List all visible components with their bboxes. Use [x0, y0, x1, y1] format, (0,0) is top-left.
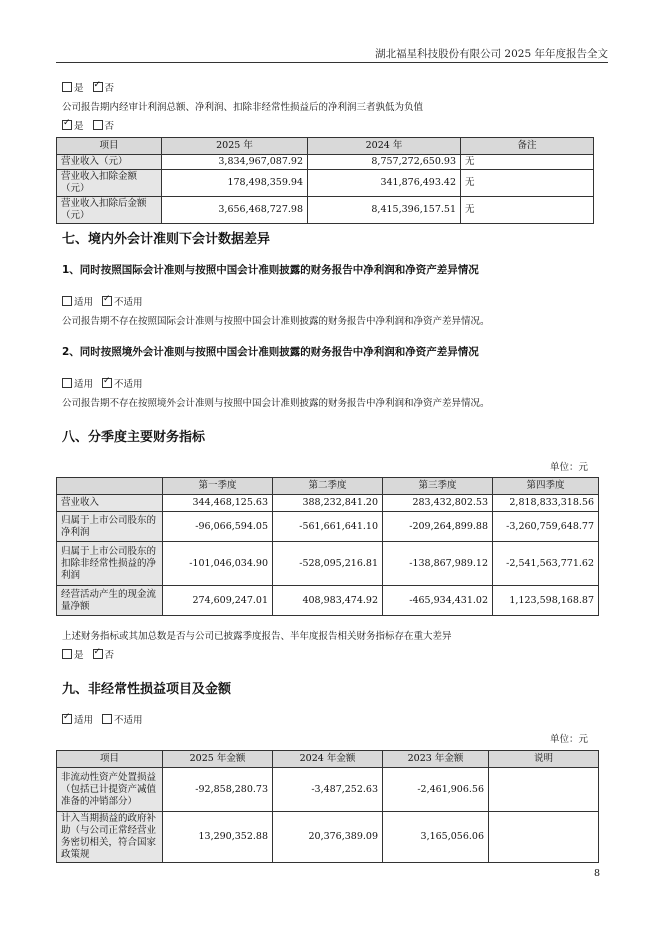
table-header-cell: 第三季度: [383, 478, 493, 495]
cell-value: -209,264,899.88: [383, 512, 493, 542]
checkbox-apply-4[interactable]: [62, 378, 72, 388]
label-not-apply-6: 不适用: [114, 715, 143, 726]
checkbox-row-5: [62, 647, 114, 661]
cell-value: 3,656,468,727.98: [162, 197, 308, 224]
row-label: 营业收入（元）: [57, 155, 162, 170]
cell-value: -2,461,906.56: [383, 768, 489, 812]
note-2: 上述财务指标或其加总数是否与公司已披露季度报告、半年度报告相关财务指标存在重大差异: [62, 631, 452, 642]
cell-value: 3,834,967,087.92: [162, 155, 308, 170]
cell-value: 274,609,247.01: [163, 586, 273, 616]
table-header-cell: 2025 年: [162, 138, 308, 155]
table-header-cell: 第四季度: [493, 478, 599, 495]
table-header-cell: [57, 478, 163, 495]
cell-value: 178,498,359.94: [162, 170, 308, 197]
cell-value: -101,046,034.90: [163, 542, 273, 586]
checkbox-row-3: [62, 294, 143, 308]
cell-value: -3,260,759,648.77: [493, 512, 599, 542]
checkbox-row-6: [62, 712, 143, 726]
row-label: 非流动性资产处置损益（包括已计提资产减值准备的冲销部分）: [57, 768, 163, 812]
row-label: 营业收入: [57, 495, 163, 512]
checkbox-row-4: [62, 376, 143, 390]
section-7-1-title: 1、同时按照国际会计准则与按照中国会计准则披露的财务报告中净利润和净资产差异情况: [62, 264, 479, 276]
table-row: [57, 542, 599, 586]
cell-remark: 无: [461, 197, 594, 224]
label-apply-6: 适用: [74, 715, 94, 726]
label-apply-3: 适用: [74, 297, 94, 308]
cell-value: -3,487,252.63: [273, 768, 383, 812]
cell-value: 13,290,352.88: [163, 812, 273, 863]
cell-value: -92,858,280.73: [163, 768, 273, 812]
checkbox-row-2: [62, 118, 114, 132]
row-label: 计入当期损益的政府补助（与公司正常经营业务密切相关，符合国家政策规: [57, 812, 163, 863]
label-yes-1: 是: [74, 83, 84, 94]
label-no-2: 否: [104, 121, 115, 132]
table-header-row: [57, 751, 599, 768]
table-header-cell: 说明: [489, 751, 599, 768]
table-header-cell: 第二季度: [273, 478, 383, 495]
cell-value: -96,066,594.05: [163, 512, 273, 542]
checkbox-no-2[interactable]: [93, 120, 103, 130]
table-header-row: [57, 478, 599, 495]
label-apply-4: 适用: [74, 379, 94, 390]
page-number: 8: [593, 868, 600, 879]
unit-label-2: 单位：元: [549, 734, 588, 745]
checkbox-yes-5[interactable]: [62, 649, 72, 659]
cell-value: 341,876,493.42: [308, 170, 461, 197]
table-header-cell: 项目: [57, 138, 162, 155]
note-1: 公司报告期内经审计利润总额、净利润、扣除非经常性损益后的净利润三者孰低为负值: [62, 102, 424, 113]
section-7-1-text: 公司报告期不存在按照国际会计准则与按照中国会计准则披露的财务报告中净利润和净资产差异情况。: [62, 316, 490, 327]
cell-value: 2,818,833,318.56: [493, 495, 599, 512]
checkbox-row-1: [62, 80, 114, 94]
row-label: 归属于上市公司股东的扣除非经常性损益的净利润: [57, 542, 163, 586]
cell-value: 388,232,841.20: [273, 495, 383, 512]
cell-value: 283,432,802.53: [383, 495, 493, 512]
cell-value: 20,376,389.09: [273, 812, 383, 863]
section-7-title: 七、境内外会计准则下会计数据差异: [62, 232, 271, 247]
checkbox-not-apply-3[interactable]: [102, 296, 112, 306]
cell-value: 8,415,396,157.51: [308, 197, 461, 224]
cell-value: 8,757,272,650.93: [308, 155, 461, 170]
label-no-1: 否: [104, 83, 115, 94]
label-not-apply-4: 不适用: [114, 379, 143, 390]
cell-remark: [489, 768, 599, 812]
table-header-cell: 2024 年: [308, 138, 461, 155]
cell-value: -465,934,431.02: [383, 586, 493, 616]
row-label: 营业收入扣除金额（元）: [57, 170, 162, 197]
table-header-cell: 第一季度: [163, 478, 273, 495]
cell-value: 1,123,598,168.87: [493, 586, 599, 616]
table-row: [57, 495, 599, 512]
unit-label-1: 单位：元: [549, 462, 588, 473]
row-label: 营业收入扣除后金额（元）: [57, 197, 162, 224]
header-divider: [56, 62, 608, 63]
section-8-title: 八、分季度主要财务指标: [62, 430, 206, 445]
checkbox-apply-3[interactable]: [62, 296, 72, 306]
cell-value: -138,867,989.12: [383, 542, 493, 586]
checkbox-apply-6[interactable]: [62, 714, 72, 724]
row-label: 归属于上市公司股东的净利润: [57, 512, 163, 542]
cell-value: 344,468,125.63: [163, 495, 273, 512]
table-row: [57, 197, 594, 224]
section-7-2-text: 公司报告期不存在按照境外会计准则与按照中国会计准则披露的财务报告中净利润和净资产差异情况。: [62, 398, 490, 409]
non-recurring-items-table: [56, 750, 599, 863]
cell-value: 408,983,474.92: [273, 586, 383, 616]
checkbox-not-apply-6[interactable]: [102, 714, 112, 724]
table-row: [57, 768, 599, 812]
table-row: [57, 155, 594, 170]
checkbox-not-apply-4[interactable]: [102, 378, 112, 388]
table-row: [57, 812, 599, 863]
checkbox-no-5[interactable]: [93, 649, 103, 659]
section-7-2-title: 2、同时按照境外会计准则与按照中国会计准则披露的财务报告中净利润和净资产差异情况: [62, 346, 479, 358]
label-no-5: 否: [104, 650, 115, 661]
label-yes-2: 是: [74, 121, 84, 132]
label-not-apply-3: 不适用: [114, 297, 143, 308]
row-label: 经营活动产生的现金流量净额: [57, 586, 163, 616]
cell-remark: 无: [461, 155, 594, 170]
section-9-title: 九、非经常性损益项目及金额: [62, 682, 232, 697]
label-yes-5: 是: [74, 650, 84, 661]
table-header-cell: 2023 年金额: [383, 751, 489, 768]
table-header-cell: 2024 年金额: [273, 751, 383, 768]
checkbox-yes-1[interactable]: [62, 82, 72, 92]
table-header-cell: 项目: [57, 751, 163, 768]
checkbox-yes-2[interactable]: [62, 120, 72, 130]
table-header-cell: 2025 年金额: [163, 751, 273, 768]
table-row: [57, 586, 599, 616]
cell-value: 3,165,056.06: [383, 812, 489, 863]
cell-value: -528,095,216.81: [273, 542, 383, 586]
quarterly-indicators-table: [56, 477, 599, 616]
cell-remark: [489, 812, 599, 863]
cell-remark: 无: [461, 170, 594, 197]
table-row: [57, 170, 594, 197]
table-header-cell: 备注: [461, 138, 594, 155]
revenue-deduction-table: [56, 137, 594, 224]
page-header: 湖北福星科技股份有限公司 2025 年年度报告全文: [375, 48, 608, 60]
table-row: [57, 512, 599, 542]
cell-value: -561,661,641.10: [273, 512, 383, 542]
cell-value: -2,541,563,771.62: [493, 542, 599, 586]
checkbox-no-1[interactable]: [93, 82, 103, 92]
table-header-row: [57, 138, 594, 155]
